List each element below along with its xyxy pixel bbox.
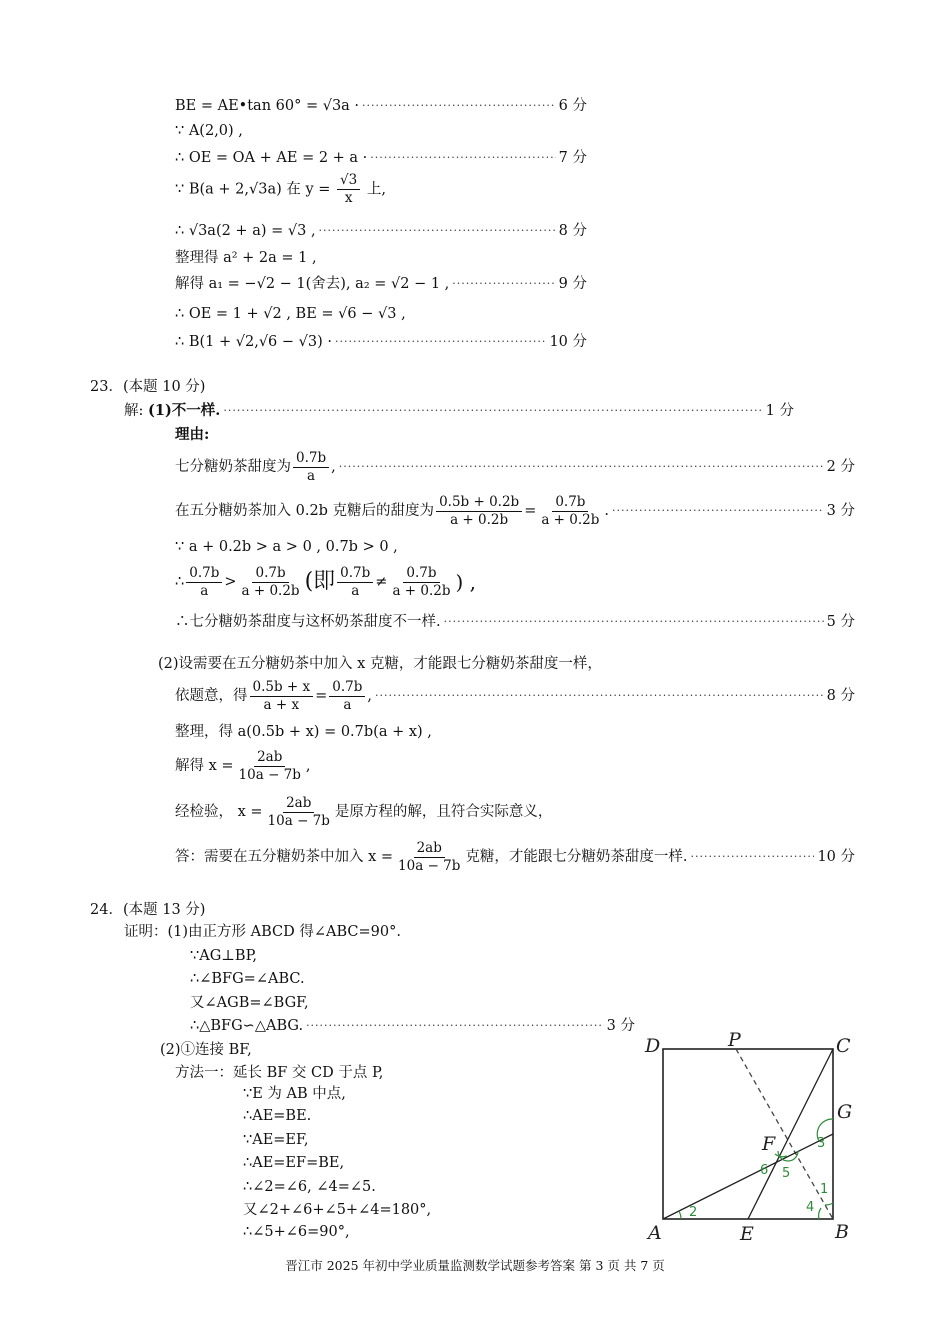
label-a: A — [648, 1222, 662, 1244]
q24-line-3: ∴∠BFG=∠ABC. — [190, 971, 305, 987]
label-c: C — [836, 1035, 851, 1057]
q22-line-9: ∴ B(1 + √2,√6 − √3) · ····· 10 分 — [175, 332, 587, 352]
q24-line-8: ∵E 为 AB 中点, — [243, 1086, 346, 1102]
q24-line-1: 证明：(1)由正方形 ABCD 得∠ABC=90°. — [124, 924, 401, 940]
q23-step-5: ∴七分糖奶茶甜度与这杯奶茶甜度不一样. ····· 5 分 — [175, 612, 855, 632]
q22-line-7: 解得 a₁ = −√2 − 1(舍去), a₂ = √2 − 1 , ····· 9 分 — [175, 274, 587, 294]
q24-line-9: ∴AE=BE. — [243, 1108, 312, 1124]
q23-part1: 解: (1)不一样. ····· 1 分 — [124, 401, 794, 421]
label-d: D — [645, 1035, 661, 1057]
label-b: B — [835, 1221, 849, 1243]
q22-line-6: 整理得 a² + 2a = 1 , — [175, 250, 317, 266]
angle-5-label: 5 — [782, 1166, 791, 1181]
angle-1-label: 1 — [820, 1182, 829, 1197]
q23-step-4: ∴ $\frac{0.7b}{a}$ > $\frac{0.7b}{a + 0.2b}$ (即 $\frac{0.7b}{a}$ ≠ $\frac{0.7b}{a + 0.2b}$ ) , — [175, 564, 477, 599]
label-e: E — [740, 1223, 754, 1245]
angle-3-label: 3 — [817, 1136, 826, 1151]
dashed-line-pb — [736, 1049, 833, 1219]
q24-line-14: ∴∠5+∠6=90°, — [243, 1224, 350, 1240]
label-f: F — [762, 1133, 776, 1155]
q23-t3: 解得 x = $\frac{2ab}{10a - 7b}$ , — [175, 748, 311, 783]
q22-line-5: ∴ √3a(2 + a) = √3 , ····· 8 分 — [175, 221, 587, 241]
angle-4-arc — [819, 1208, 821, 1219]
q23-step-1: 七分糖奶茶甜度为 $\frac{0.7b}{a}$ , ····· 2 分 — [175, 447, 855, 487]
q24-line-2: ∵AG⊥BP, — [190, 948, 257, 964]
angle-4-label: 4 — [806, 1200, 815, 1215]
q24-line-11: ∴AE=EF=BE, — [243, 1155, 345, 1171]
q24-line-4: 又∠AGB=∠BGF, — [190, 995, 309, 1011]
q23-step-3: ∵ a + 0.2b > a > 0 , 0.7b > 0 , — [175, 539, 398, 555]
q23-t2: 整理，得 a(0.5b + x) = 0.7b(a + x) , — [175, 724, 432, 740]
q22-line-8: ∴ OE = 1 + √2 , BE = √6 − √3 , — [175, 306, 406, 322]
label-p: P — [728, 1029, 741, 1051]
square-geometry-figure — [640, 1024, 865, 1249]
q23-t4: 经检验， x = $\frac{2ab}{10a - 7b}$ 是原方程的解，且符合实际意义， — [175, 794, 553, 829]
label-g: G — [837, 1101, 853, 1123]
q22-line-2: ∵ A(2,0) , — [175, 123, 243, 139]
angle-2-label: 2 — [689, 1205, 698, 1220]
angle-6-label: 6 — [760, 1163, 769, 1178]
q24-line-7: 方法一：延长 BF 交 CD 于点 P, — [175, 1065, 384, 1081]
q24-header: 24．(本题 13 分) — [90, 902, 206, 918]
q23-t5: 答：需要在五分糖奶茶中加入 x = $\frac{2ab}{10a - 7b}$ 克糖，才能跟七分糖奶茶甜度一样. ····· 10 分 — [175, 836, 855, 878]
page-footer: 晋江市 2025 年初中学业质量监测数学试题参考答案 第 3 页 共 7 页 — [285, 1258, 665, 1273]
q23-t1: 依题意，得 $\frac{0.5b + x}{a + x}$ = $\frac{0.7b}{a}$ , ····· 8 分 — [175, 676, 855, 716]
square-abcd — [663, 1049, 833, 1219]
q23-reason: 理由: — [175, 426, 210, 443]
angle-2-arc — [679, 1211, 681, 1219]
q22-line-3: ∴ OE = OA + AE = 2 + a · ····· 7 分 — [175, 148, 587, 168]
q24-line-12: ∴∠2=∠6, ∠4=∠5. — [243, 1179, 376, 1195]
q22-fraction: $\frac{√3}{x}$ — [337, 172, 360, 207]
q24-line-5: ∴△BFG∽△ABG. ····· 3 分 — [190, 1016, 635, 1036]
q22-line-1: BE = AE•tan 60° = √3a · ····· 6 分 — [175, 96, 587, 116]
q22-line-4: ∵ B(a + 2,√3a) 在 y = $\frac{√3}{x}$ 上, — [175, 172, 386, 206]
q23-step-2: 在五分糖奶茶加入 0.2b 克糖后的甜度为 $\frac{0.5b + 0.2b}{a + 0.2b}$ = $\frac{0.7b}{a + 0.2b}$ . ····· 3 分 — [175, 491, 855, 531]
q23-part2: (2)设需要在五分糖奶茶中加入 x 克糖，才能跟七分糖奶茶甜度一样， — [158, 656, 602, 672]
q24-line-6: (2)①连接 BF, — [160, 1042, 252, 1058]
q24-line-13: 又∠2+∠6+∠5+∠4=180°, — [243, 1202, 432, 1218]
q24-line-10: ∵AE=EF, — [243, 1132, 309, 1148]
angle-1-arc — [825, 1203, 833, 1205]
q23-header: 23．(本题 10 分) — [90, 379, 206, 395]
